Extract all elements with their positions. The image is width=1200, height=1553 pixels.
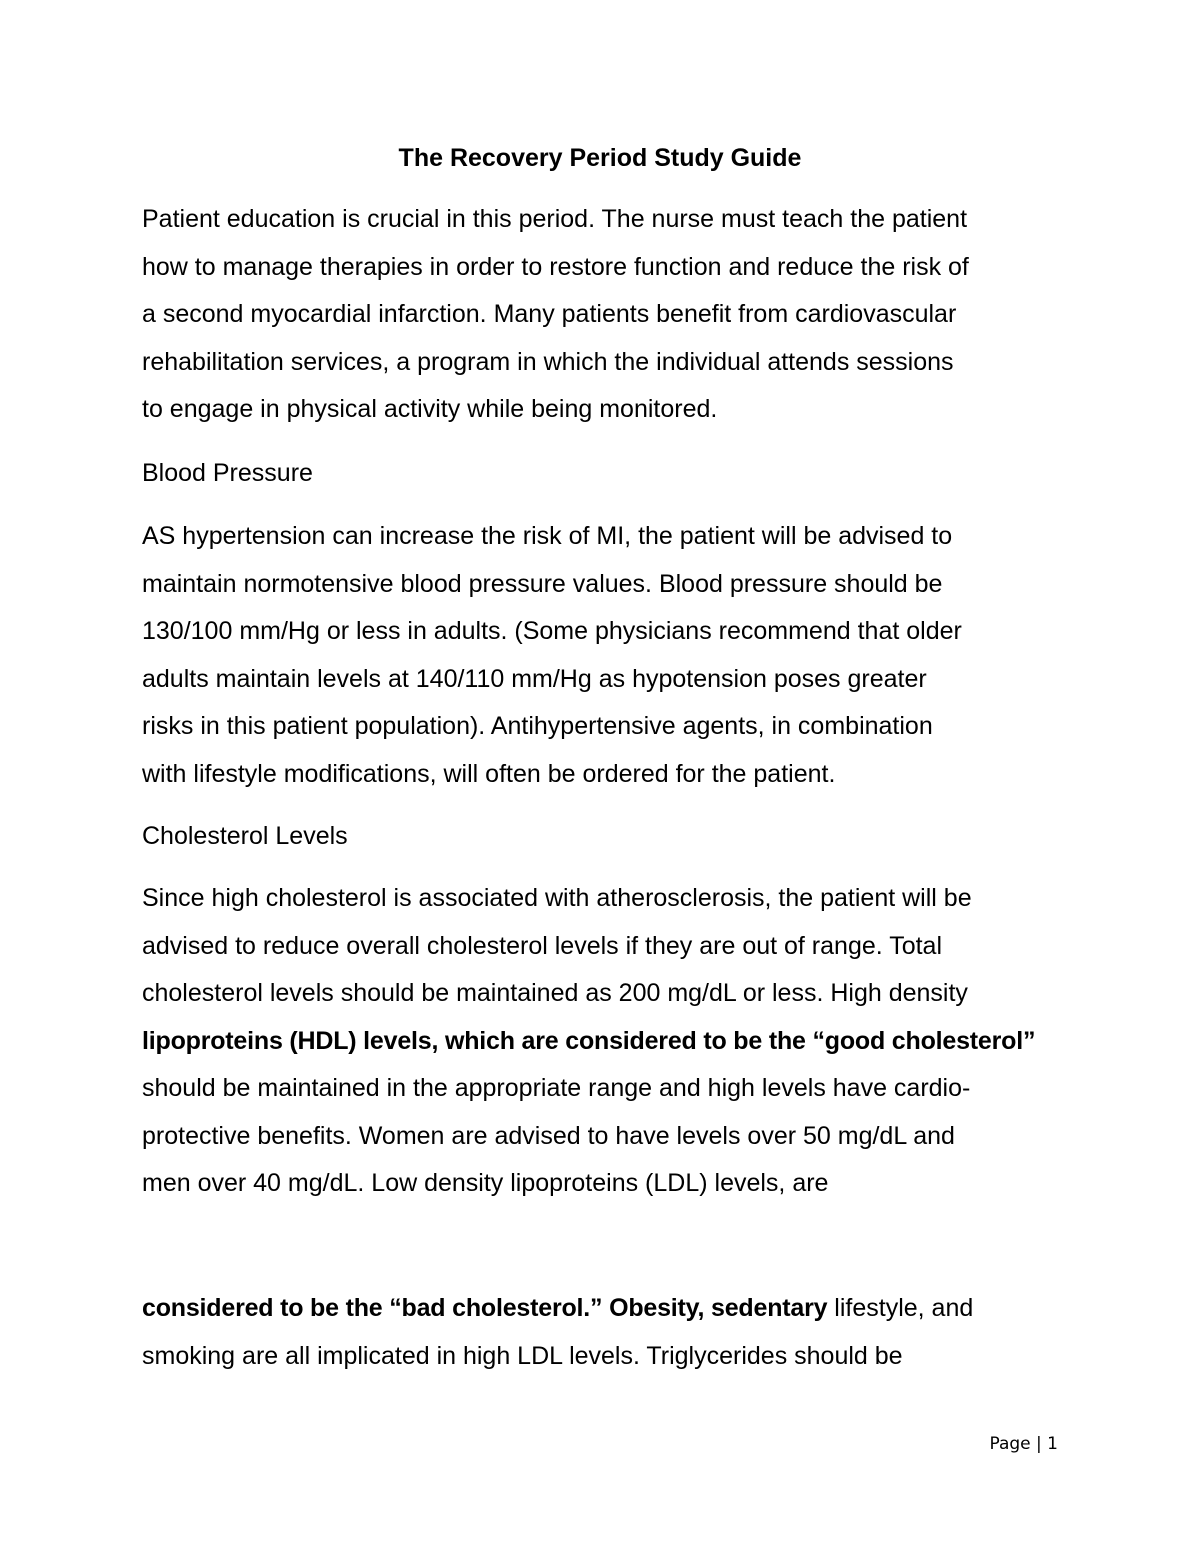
- intro-paragraph: [142, 196, 1082, 434]
- paragraph-line: a second myocardial infarction. Many patients benefit from cardiovascular: [142, 300, 957, 328]
- blood-pressure-heading-block: [142, 450, 1082, 498]
- paragraph-line: 130/100 mm/Hg or less in adults. (Some physicians recommend that older: [142, 617, 962, 645]
- cholesterol-heading-block: [142, 813, 1082, 861]
- paragraph-line: how to manage therapies in order to restore function and reduce the risk of: [142, 252, 969, 281]
- paragraph-line: with lifestyle modifications, will often be ordered for the patient.: [142, 759, 836, 788]
- paragraph-line: to engage in physical activity while being monitored.: [142, 395, 718, 423]
- blood-pressure-heading: Blood Pressure: [142, 459, 313, 487]
- paragraph-line: rehabilitation services, a program in which the individual attends sessions: [142, 347, 954, 376]
- paragraph-line: advised to reduce overall cholesterol levels if they are out of range. Total: [142, 931, 942, 960]
- continued-paragraph: [142, 1285, 1082, 1380]
- bold-run: considered to be the “bad cholesterol.” Obesity, sedentary: [142, 1294, 828, 1322]
- paragraph-line: Since high cholesterol is associated with atherosclerosis, the patient will be: [142, 884, 972, 912]
- paragraph-line: [142, 1285, 1082, 1333]
- paragraph-line: should be maintained in the appropriate range and high levels have cardio-: [142, 1074, 971, 1102]
- page-number: Page | 1: [989, 1434, 1058, 1454]
- paragraph-line: protective benefits. Women are advised to have levels over 50 mg/dL and: [142, 1121, 955, 1150]
- paragraph-line: Patient education is crucial in this period. The nurse must teach the patient: [142, 205, 968, 233]
- normal-run: lifestyle, and: [827, 1294, 974, 1322]
- paragraph-line: adults maintain levels at 140/110 mm/Hg as hypotension poses greater: [142, 664, 927, 693]
- cholesterol-heading: Cholesterol Levels: [142, 822, 348, 850]
- blood-pressure-paragraph: [142, 513, 1082, 798]
- paragraph-line: smoking are all implicated in high LDL levels. Triglycerides should be: [142, 1341, 903, 1370]
- paragraph-line: cholesterol levels should be maintained as 200 mg/dL or less. High density: [142, 979, 968, 1007]
- paragraph-line: AS hypertension can increase the risk of MI, the patient will be advised to: [142, 522, 953, 550]
- paragraph-line-bold: lipoproteins (HDL) levels, which are considered to be the “good cholesterol”: [142, 1026, 1036, 1055]
- paragraph-line: risks in this patient population). Antihypertensive agents, in combination: [142, 712, 933, 740]
- document-title: The Recovery Period Study Guide: [398, 144, 802, 172]
- paragraph-line: maintain normotensive blood pressure values. Blood pressure should be: [142, 569, 943, 598]
- paragraph-line: men over 40 mg/dL. Low density lipoproteins (LDL) levels, are: [142, 1169, 829, 1197]
- cholesterol-paragraph: [142, 875, 1082, 1208]
